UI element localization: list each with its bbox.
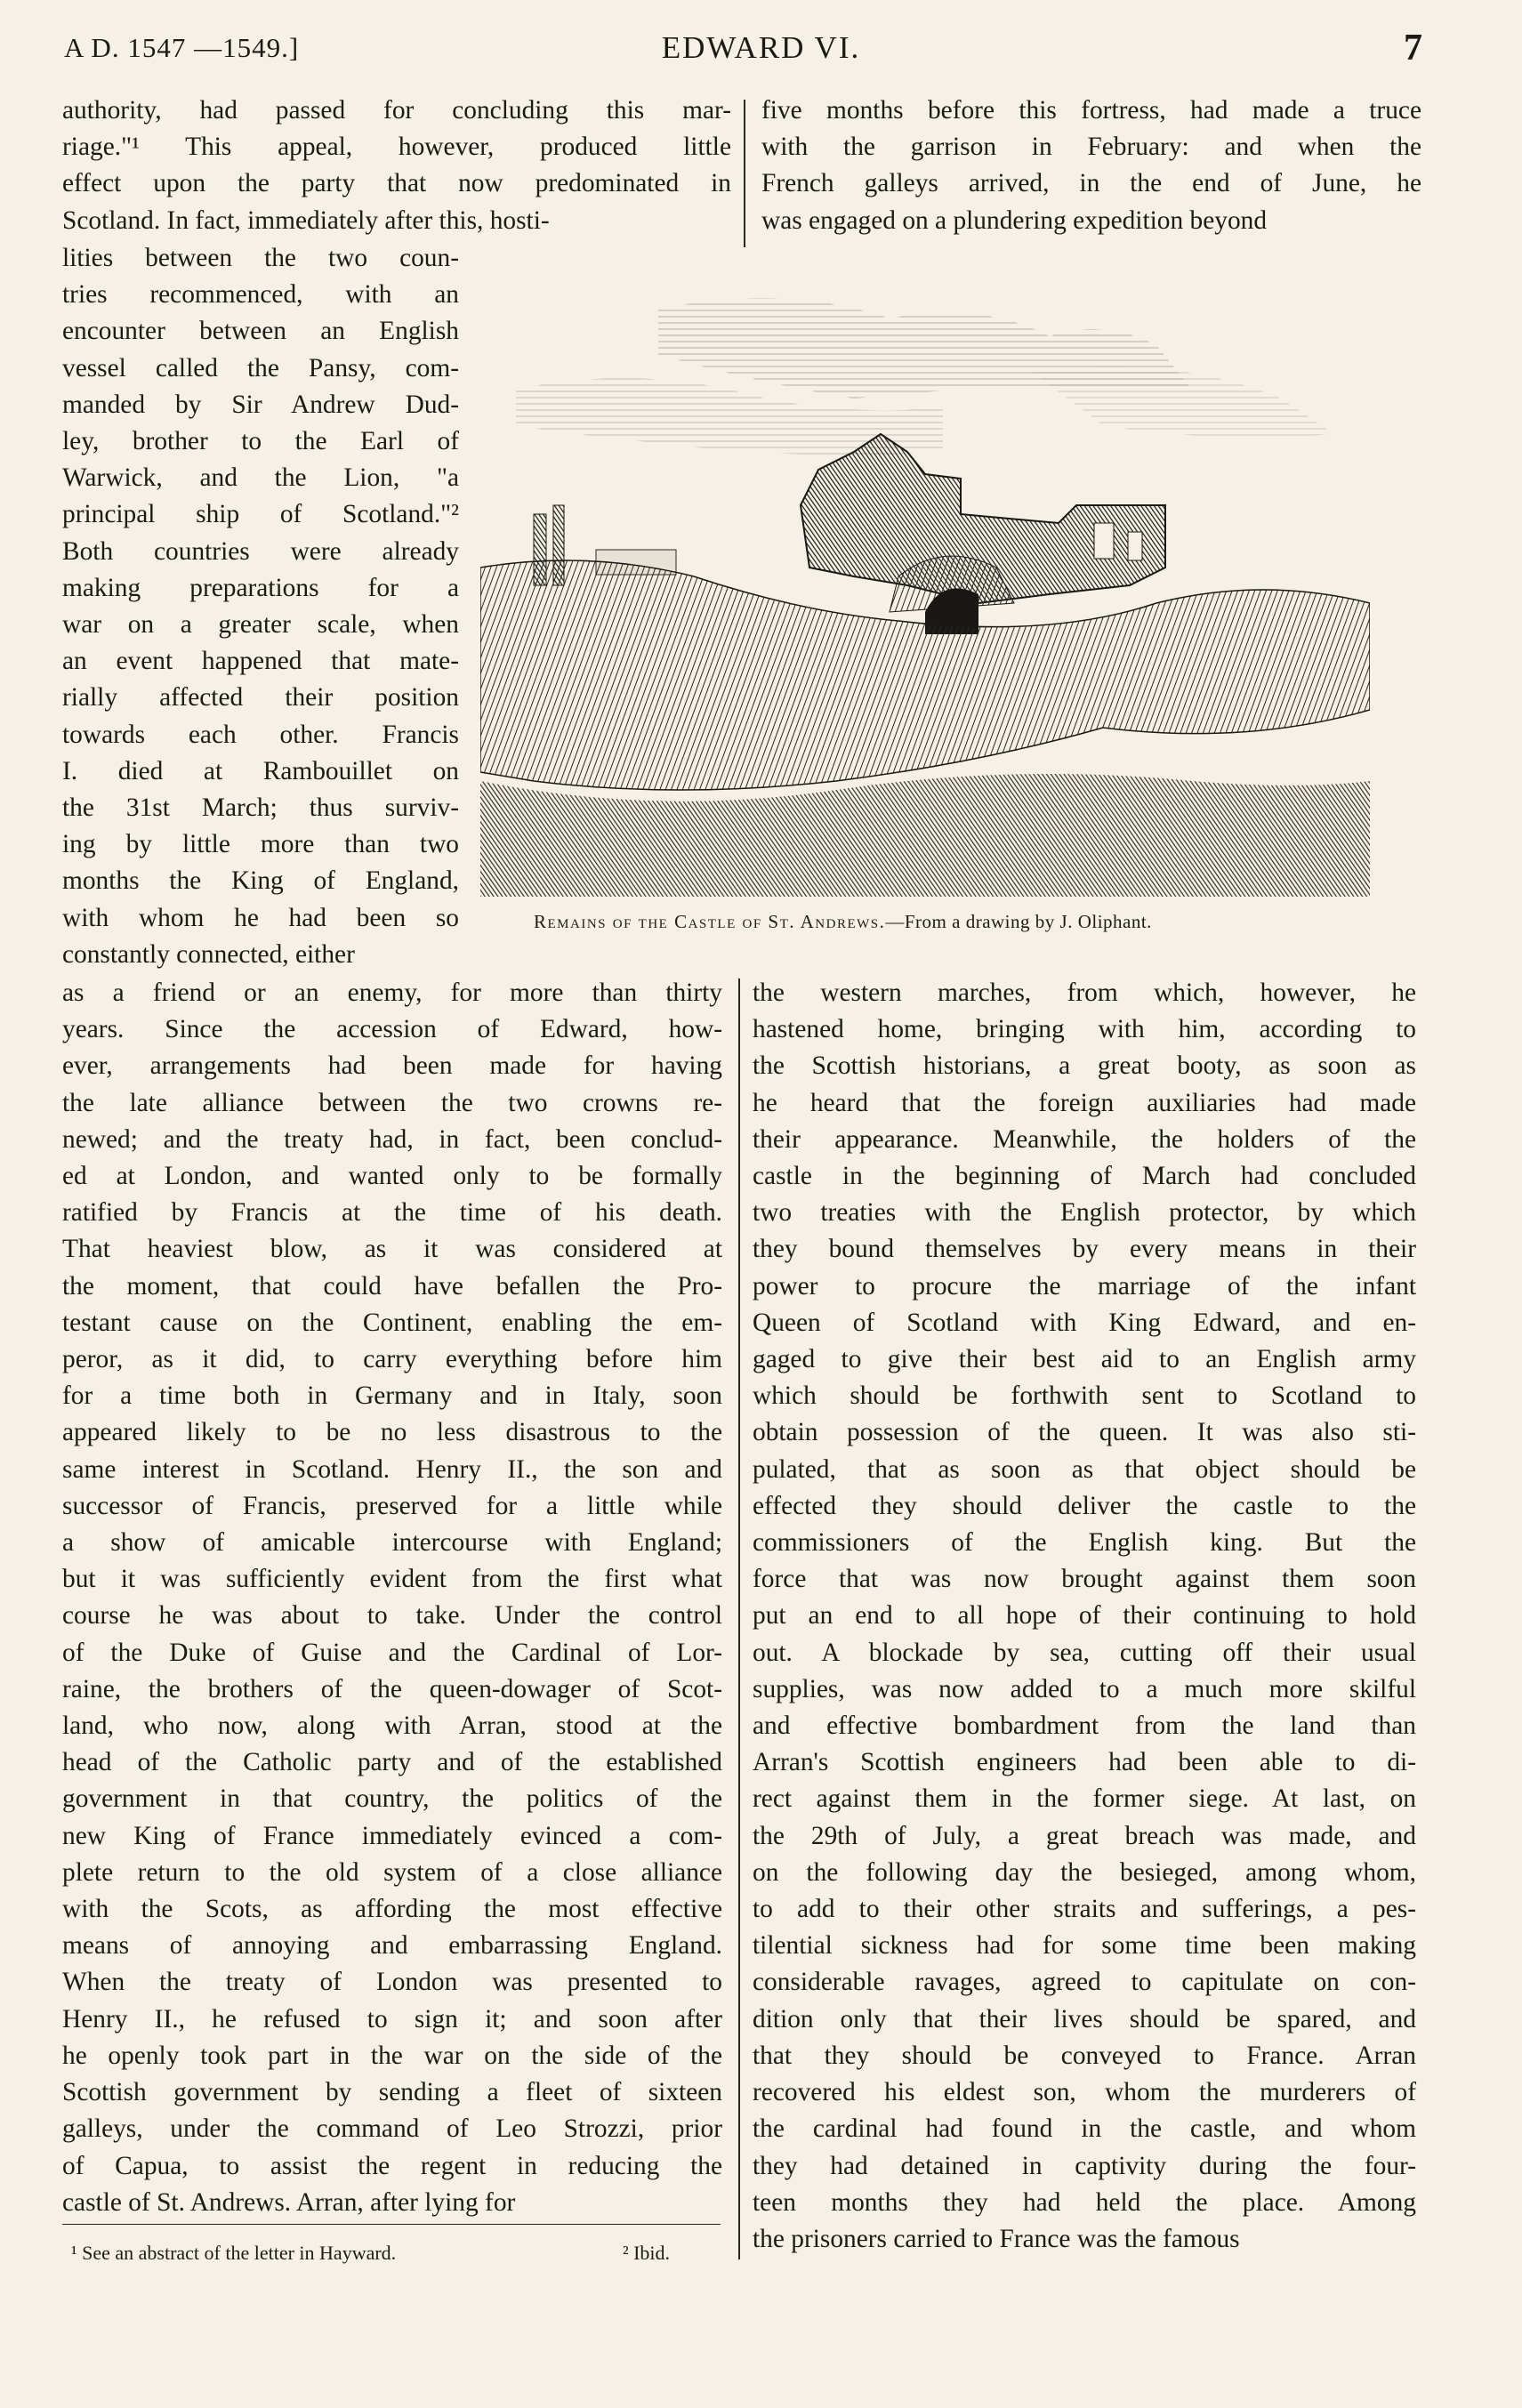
text-line: recovered his eldest son, whom the murderers of (753, 2078, 1416, 2107)
text-line: for a time both in Germany and in Italy, soon (62, 1381, 722, 1411)
text-line: ing by little more than two (62, 830, 459, 859)
text-line: ever, arrangements had been made for having (62, 1051, 722, 1081)
text-line: on the following day the besieged, among whom, (753, 1857, 1416, 1887)
text-line: Warwick, and the Lion, "a (62, 463, 459, 493)
left-column-top-text (62, 93, 731, 239)
text-line: land, who now, along with Arran, stood at the (62, 1711, 722, 1741)
column-rule-bottom (738, 979, 740, 2259)
text-line: principal ship of Scotland."² (62, 500, 459, 529)
text-line: Henry II., he refused to sign it; and soon after (62, 2004, 722, 2034)
text-line: successor of Francis, preserved for a little while (62, 1491, 722, 1520)
text-line: a show of amicable intercourse with England; (62, 1528, 722, 1558)
text-line: new King of France immediately evinced a com- (62, 1821, 722, 1850)
text-line: he heard that the foreign auxiliaries had made (753, 1088, 1416, 1117)
text-line: power to procure the marriage of the infant (753, 1271, 1416, 1301)
figure-caption (534, 911, 1370, 933)
castle-engraving (480, 283, 1370, 897)
text-line: the western marches, from which, however, he (753, 979, 1416, 1007)
column-rule-top (744, 100, 745, 247)
text-line: they bound themselves by every means in their (753, 1235, 1416, 1264)
right-column-top-text (761, 93, 1421, 239)
text-line: war on a greater scale, when (62, 610, 459, 640)
text-line: as a friend or an enemy, for more than thirty (62, 979, 722, 1007)
text-line: the cardinal had found in the castle, and whom (753, 2114, 1416, 2144)
text-line: effected they should deliver the castle to the (753, 1491, 1416, 1520)
text-line: was engaged on a plundering expedition beyond (761, 205, 1268, 235)
text-line: five months before this fortress, had made a truce (761, 96, 1421, 125)
text-line: appeared likely to be no less disastrous to the (62, 1418, 722, 1447)
text-line: tries recommenced, with an (62, 280, 459, 310)
footnote-2: ² Ibid. (623, 2242, 671, 2264)
text-line: Scotland. In fact, immediately after this, hosti- (62, 205, 550, 235)
text-line: towards each other. Francis (62, 720, 459, 749)
text-line: ley, brother to the Earl of (62, 427, 459, 456)
castle-ruins (801, 434, 1165, 634)
text-line: the 31st March; thus surviv- (62, 793, 459, 823)
left-column-bottom-text (62, 975, 722, 2221)
caption-title: Remains of the Castle of St. Andrews. (534, 911, 886, 932)
text-line: plete return to the old system of a close alliance (62, 1857, 722, 1887)
text-line: course he was about to take. Under the control (62, 1601, 722, 1631)
text-line: teen months they had held the place. Among (753, 2187, 1416, 2217)
text-line: put an end to all hope of their continuing to hold (753, 1601, 1416, 1631)
text-line: galleys, under the command of Leo Strozzi, prior (62, 2114, 722, 2144)
text-line: with whom he had been so (62, 903, 459, 932)
text-line: that they should be conveyed to France. Arran (753, 2041, 1416, 2070)
text-line: the 29th of July, a great breach was made, and (753, 1821, 1416, 1850)
text-line: out. A blockade by sea, cutting off their usual (753, 1638, 1416, 1667)
caption-credit: —From a drawing by J. Oliphant. (885, 911, 1152, 932)
text-line: encounter between an English (62, 317, 459, 346)
text-line: months the King of England, (62, 866, 459, 896)
left-column-wrapped-text (62, 240, 459, 973)
footnote-rule (62, 2224, 721, 2225)
text-line: with the garrison in February: and when the (761, 133, 1421, 162)
text-line: I. died at Rambouillet on (62, 756, 459, 785)
text-line: rially affected their position (62, 683, 459, 713)
text-line: vessel called the Pansy, com- (62, 353, 459, 383)
text-line: riage."¹ This appeal, however, produced little (62, 133, 731, 162)
text-line: ed at London, and wanted only to be formally (62, 1162, 722, 1191)
text-line: effect upon the party that now predominated in (62, 169, 731, 198)
running-head-title: EDWARD VI. (661, 30, 861, 65)
text-line: and effective bombardment from the land than (753, 1711, 1416, 1741)
text-line: Scottish government by sending a fleet of sixteen (62, 2078, 722, 2107)
right-column-bottom-text (753, 975, 1416, 2258)
text-line: ratified by Francis at the time of his death. (62, 1198, 722, 1228)
text-line: an event happened that mate- (62, 647, 459, 676)
running-head-dates: A D. 1547 —1549.] (64, 32, 300, 63)
text-line: Queen of Scotland with King Edward, and en- (753, 1308, 1416, 1337)
text-line: they had detained in captivity during the four- (753, 2151, 1416, 2180)
text-line: dition only that their lives should be spared, and (753, 2004, 1416, 2034)
text-line: but it was sufficiently evident from the first what (62, 1565, 722, 1594)
text-line: Arran's Scottish engineers had been able to di- (753, 1748, 1416, 1777)
text-line: with the Scots, as affording the most effective (62, 1895, 722, 1924)
text-line: the Scottish historians, a great booty, as soon as (753, 1051, 1416, 1081)
text-line: the late alliance between the two crowns re- (62, 1088, 722, 1117)
text-line: making preparations for a (62, 573, 459, 602)
text-line: considerable ravages, agreed to capitulate on con- (753, 1968, 1416, 1997)
text-line: obtain possession of the queen. It was also sti- (753, 1418, 1416, 1447)
text-line: testant cause on the Continent, enabling the em- (62, 1308, 722, 1337)
text-line: rect against them in the former siege. At last, on (753, 1784, 1416, 1814)
page-number: 7 (1404, 28, 1422, 68)
cliff-foreground (480, 560, 1370, 897)
text-line: manded by Sir Andrew Dud- (62, 390, 459, 419)
text-line: When the treaty of London was presented to (62, 1968, 722, 1997)
text-line: castle in the beginning of March had concluded (753, 1162, 1416, 1191)
text-line: raine, the brothers of the queen-dowager of Scot- (62, 1674, 722, 1703)
text-line: two treaties with the English protector, by which (753, 1198, 1416, 1228)
text-line: supplies, was now added to a much more skilful (753, 1674, 1416, 1703)
sky-clouds (516, 298, 1334, 455)
text-line: years. Since the accession of Edward, how- (62, 1015, 722, 1044)
text-line: the moment, that could have befallen the Pro- (62, 1271, 722, 1301)
text-line: the prisoners carried to France was the famous (753, 2224, 1240, 2253)
text-line: which should be forthwith sent to Scotland to (753, 1381, 1416, 1411)
text-line: castle of St. Andrews. Arran, after lying for (62, 2187, 516, 2217)
text-line: force that was now brought against them soon (753, 1565, 1416, 1594)
text-line: means of annoying and embarrassing England. (62, 1931, 722, 1961)
text-line: peror, as it did, to carry everything before him (62, 1345, 722, 1374)
text-line: commissioners of the English king. But the (753, 1528, 1416, 1558)
text-line: constantly connected, either (62, 939, 355, 969)
text-line: That heaviest blow, as it was considered at (62, 1235, 722, 1264)
text-line: authority, had passed for concluding this mar- (62, 96, 731, 125)
text-line: to add to their other straits and sufferings, a pes- (753, 1895, 1416, 1924)
text-line: tilential sickness had for some time been making (753, 1931, 1416, 1961)
text-line: French galleys arrived, in the end of June, he (761, 169, 1421, 198)
text-line: head of the Catholic party and of the established (62, 1748, 722, 1777)
text-line: lities between the two coun- (62, 244, 459, 272)
text-line: government in that country, the politics of the (62, 1784, 722, 1814)
text-line: pulated, that as soon as that object should be (753, 1454, 1416, 1484)
text-line: hastened home, bringing with him, according to (753, 1015, 1416, 1044)
text-line: he openly took part in the war on the side of the (62, 2041, 722, 2070)
text-line: Both countries were already (62, 536, 459, 566)
text-line: newed; and the treaty had, in fact, been conclud- (62, 1124, 722, 1154)
text-line: same interest in Scotland. Henry II., the son and (62, 1454, 722, 1484)
text-line: of Capua, to assist the regent in reducing the (62, 2151, 722, 2180)
footnote-1: ¹ See an abstract of the letter in Hayward. (71, 2242, 397, 2264)
text-line: their appearance. Meanwhile, the holders of the (753, 1124, 1416, 1154)
text-line: gaged to give their best aid to an English army (753, 1345, 1416, 1374)
text-line: of the Duke of Guise and the Cardinal of Lor- (62, 1638, 722, 1667)
